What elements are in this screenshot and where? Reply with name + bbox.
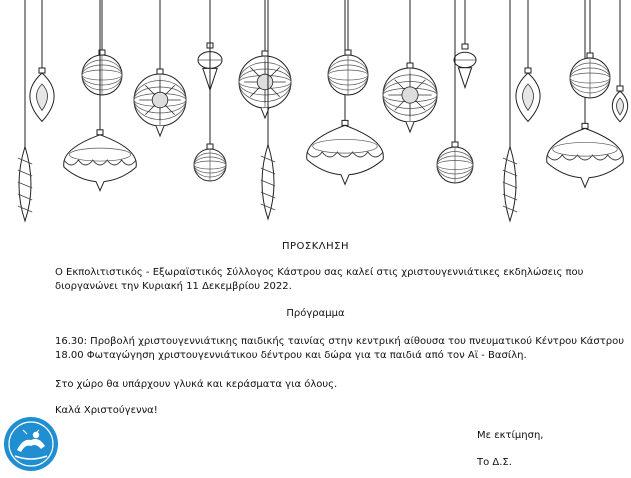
sweets-note: Στο χώρο θα υπάρχουν γλυκά και κεράσματα για όλους. [55,379,338,390]
intro-line-1: Ο Εκπολιτιστικός - Εξωραϊστικός Σύλλογος Κάστρου σας καλεί στις χριστουγεννιάτικες εκδηλώσεις που [55,267,584,278]
program-item-1: 16.30: Προβολή χριστουγεννιάτικης παιδικής ταινίας στην κεντρική αίθουσα του πνευματικού Κέντρου Κάστρου [55,336,625,347]
intro-line-2: διοργανώνει την Κυριακή 11 Δεκεμβρίου 2022. [55,281,292,292]
signature: Το Δ.Σ. [477,457,512,468]
christmas-ornaments-banner [0,0,631,225]
program-item-2: 18.00 Φωταγώγηση χριστουγεννιάτικου δέντρου και δώρα για τα παιδιά από τον Αϊ - Βασίλη. [55,350,527,361]
association-logo-icon [3,416,59,472]
invitation-title: ΠΡΟΣΚΛΗΣΗ [282,241,349,252]
program-title: Πρόγραμμα [286,308,345,319]
closing-regards: Με εκτίμηση, [477,430,544,441]
christmas-wishes: Καλά Χριστούγεννα! [55,405,158,416]
